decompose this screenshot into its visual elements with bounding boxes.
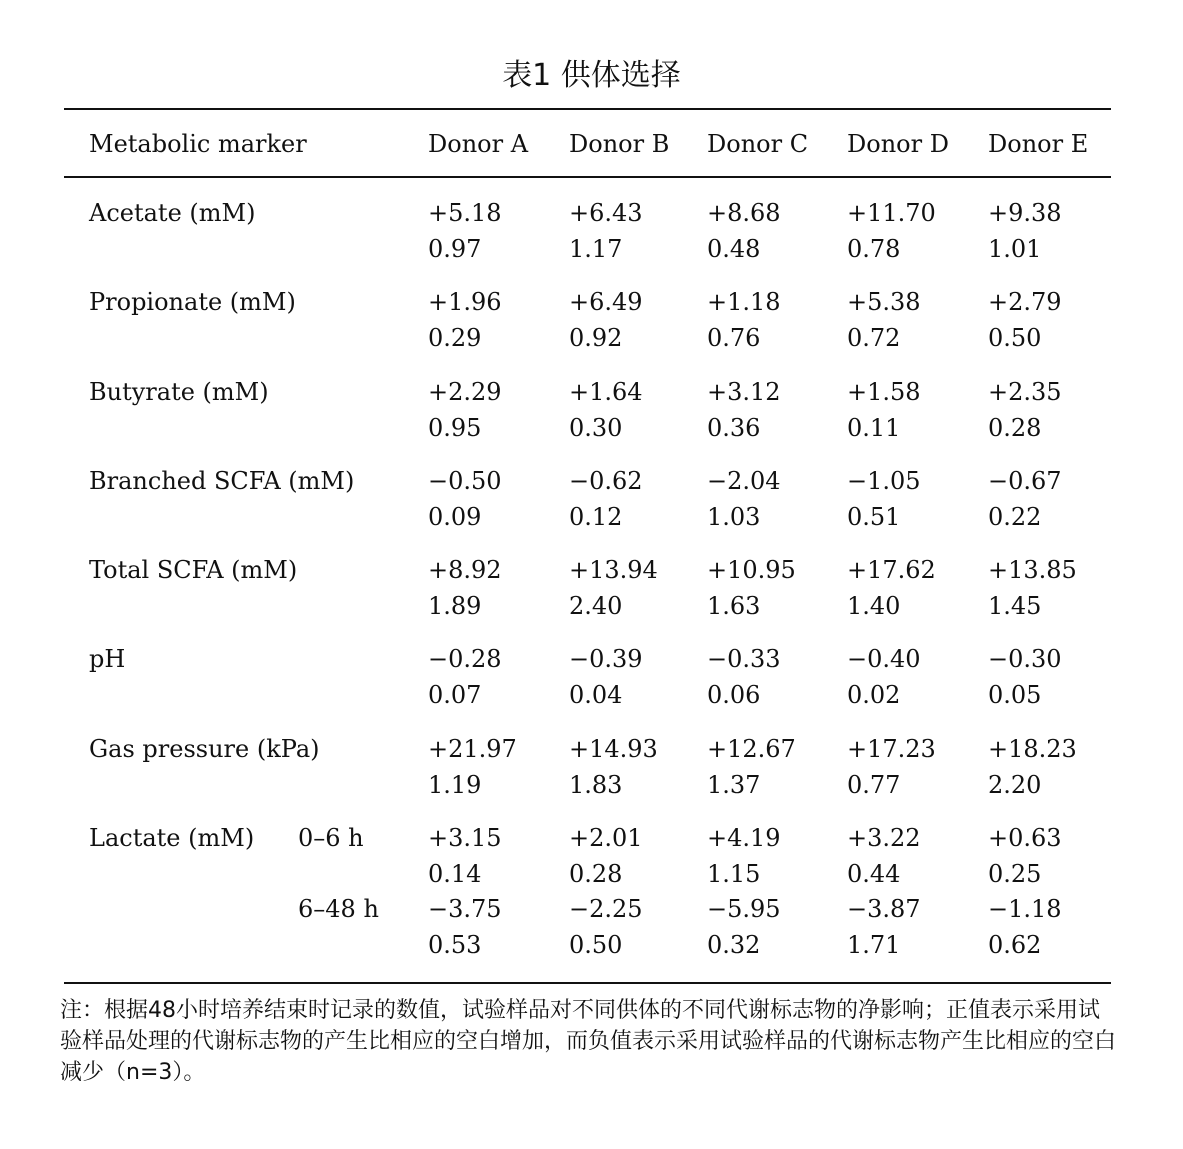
- error-value: 0.29: [428, 324, 482, 352]
- mean-value: +8.92: [428, 556, 502, 584]
- mean-value: +5.18: [428, 199, 502, 227]
- mean-value: +1.58: [847, 378, 921, 406]
- row-label: Lactate (mM): [89, 824, 255, 852]
- row-label: Butyrate (mM): [89, 378, 269, 406]
- mean-value: −1.18: [988, 895, 1062, 923]
- mean-value: +2.29: [428, 378, 502, 406]
- error-value: 1.19: [428, 771, 482, 799]
- row-label: Branched SCFA (mM): [89, 467, 355, 495]
- error-value: 0.78: [847, 235, 901, 263]
- error-value: 1.63: [707, 592, 761, 620]
- mean-value: +11.70: [847, 199, 936, 227]
- header-donor: Donor C: [707, 130, 809, 158]
- error-value: 0.50: [569, 931, 623, 959]
- top-rule: [64, 108, 1111, 110]
- mean-value: −0.62: [569, 467, 643, 495]
- error-value: 0.44: [847, 860, 901, 888]
- error-value: 0.92: [569, 324, 623, 352]
- mean-value: +3.12: [707, 378, 781, 406]
- error-value: 2.20: [988, 771, 1042, 799]
- header-donor: Donor E: [988, 130, 1089, 158]
- error-value: 0.09: [428, 503, 482, 531]
- mean-value: +2.79: [988, 288, 1062, 316]
- error-value: 0.14: [428, 860, 482, 888]
- error-value: 0.48: [707, 235, 761, 263]
- mean-value: −3.75: [428, 895, 502, 923]
- mean-value: +5.38: [847, 288, 921, 316]
- mean-value: −1.05: [847, 467, 921, 495]
- error-value: 1.03: [707, 503, 761, 531]
- row-label: pH: [89, 645, 126, 673]
- mean-value: +13.94: [569, 556, 658, 584]
- error-value: 0.25: [988, 860, 1042, 888]
- row-sublabel: 6–48 h: [298, 895, 379, 923]
- mean-value: +3.22: [847, 824, 921, 852]
- mean-value: +4.19: [707, 824, 781, 852]
- mean-value: +8.68: [707, 199, 781, 227]
- error-value: 0.04: [569, 681, 623, 709]
- error-value: 2.40: [569, 592, 623, 620]
- error-value: 0.76: [707, 324, 761, 352]
- row-label: Total SCFA (mM): [89, 556, 298, 584]
- error-value: 1.45: [988, 592, 1042, 620]
- error-value: 1.37: [707, 771, 761, 799]
- error-value: 0.95: [428, 414, 482, 442]
- mean-value: +6.49: [569, 288, 643, 316]
- mean-value: +17.23: [847, 735, 936, 763]
- error-value: 1.01: [988, 235, 1042, 263]
- error-value: 0.22: [988, 503, 1042, 531]
- mean-value: −0.28: [428, 645, 502, 673]
- mean-value: −5.95: [707, 895, 781, 923]
- header-donor: Donor A: [428, 130, 529, 158]
- error-value: 0.51: [847, 503, 901, 531]
- mean-value: −0.40: [847, 645, 921, 673]
- mean-value: +1.96: [428, 288, 502, 316]
- mean-value: +18.23: [988, 735, 1077, 763]
- row-label: Propionate (mM): [89, 288, 296, 316]
- header-donor: Donor D: [847, 130, 949, 158]
- error-value: 0.07: [428, 681, 482, 709]
- error-value: 1.89: [428, 592, 482, 620]
- error-value: 1.40: [847, 592, 901, 620]
- table-footnote: 注：根据48小时培养结束时记录的数值，试验样品对不同供体的不同代谢标志物的净影响；正值表示采用试验样品处理的代谢标志物的产生比相应的空白增加，而负值表示采用试验样品的代谢标志物产生比相应的空白减少（n=3）。: [60, 998, 1117, 1085]
- mean-value: −2.25: [569, 895, 643, 923]
- row-label: Acetate (mM): [89, 199, 256, 227]
- error-value: 0.72: [847, 324, 901, 352]
- error-value: 1.15: [707, 860, 761, 888]
- error-value: 0.05: [988, 681, 1042, 709]
- error-value: 0.36: [707, 414, 761, 442]
- error-value: 1.83: [569, 771, 623, 799]
- mean-value: +0.63: [988, 824, 1062, 852]
- error-value: 0.30: [569, 414, 623, 442]
- error-value: 0.50: [988, 324, 1042, 352]
- error-value: 0.02: [847, 681, 901, 709]
- mean-value: +12.67: [707, 735, 796, 763]
- error-value: 1.71: [847, 931, 901, 959]
- mean-value: −0.50: [428, 467, 502, 495]
- mean-value: −0.30: [988, 645, 1062, 673]
- mean-value: +14.93: [569, 735, 658, 763]
- mean-value: −0.67: [988, 467, 1062, 495]
- error-value: 0.62: [988, 931, 1042, 959]
- mean-value: +2.35: [988, 378, 1062, 406]
- error-value: 0.28: [988, 414, 1042, 442]
- error-value: 0.77: [847, 771, 901, 799]
- error-value: 0.32: [707, 931, 761, 959]
- mean-value: +1.64: [569, 378, 643, 406]
- mean-value: −3.87: [847, 895, 921, 923]
- mean-value: −0.33: [707, 645, 781, 673]
- mean-value: −2.04: [707, 467, 781, 495]
- error-value: 0.97: [428, 235, 482, 263]
- mean-value: +6.43: [569, 199, 643, 227]
- error-value: 0.12: [569, 503, 623, 531]
- mean-value: +21.97: [428, 735, 517, 763]
- mean-value: +9.38: [988, 199, 1062, 227]
- error-value: 0.06: [707, 681, 761, 709]
- mean-value: +3.15: [428, 824, 502, 852]
- error-value: 0.53: [428, 931, 482, 959]
- header-rule: [64, 176, 1111, 178]
- row-label: Gas pressure (kPa): [89, 735, 320, 763]
- row-sublabel: 0–6 h: [298, 824, 364, 852]
- mean-value: −0.39: [569, 645, 643, 673]
- mean-value: +13.85: [988, 556, 1077, 584]
- header-marker: Metabolic marker: [89, 130, 307, 158]
- bottom-rule: [64, 982, 1111, 984]
- error-value: 0.28: [569, 860, 623, 888]
- table-title: 表1 供体选择: [502, 58, 681, 93]
- mean-value: +17.62: [847, 556, 936, 584]
- mean-value: +2.01: [569, 824, 643, 852]
- mean-value: +10.95: [707, 556, 796, 584]
- mean-value: +1.18: [707, 288, 781, 316]
- error-value: 0.11: [847, 414, 901, 442]
- error-value: 1.17: [569, 235, 623, 263]
- header-donor: Donor B: [569, 130, 670, 158]
